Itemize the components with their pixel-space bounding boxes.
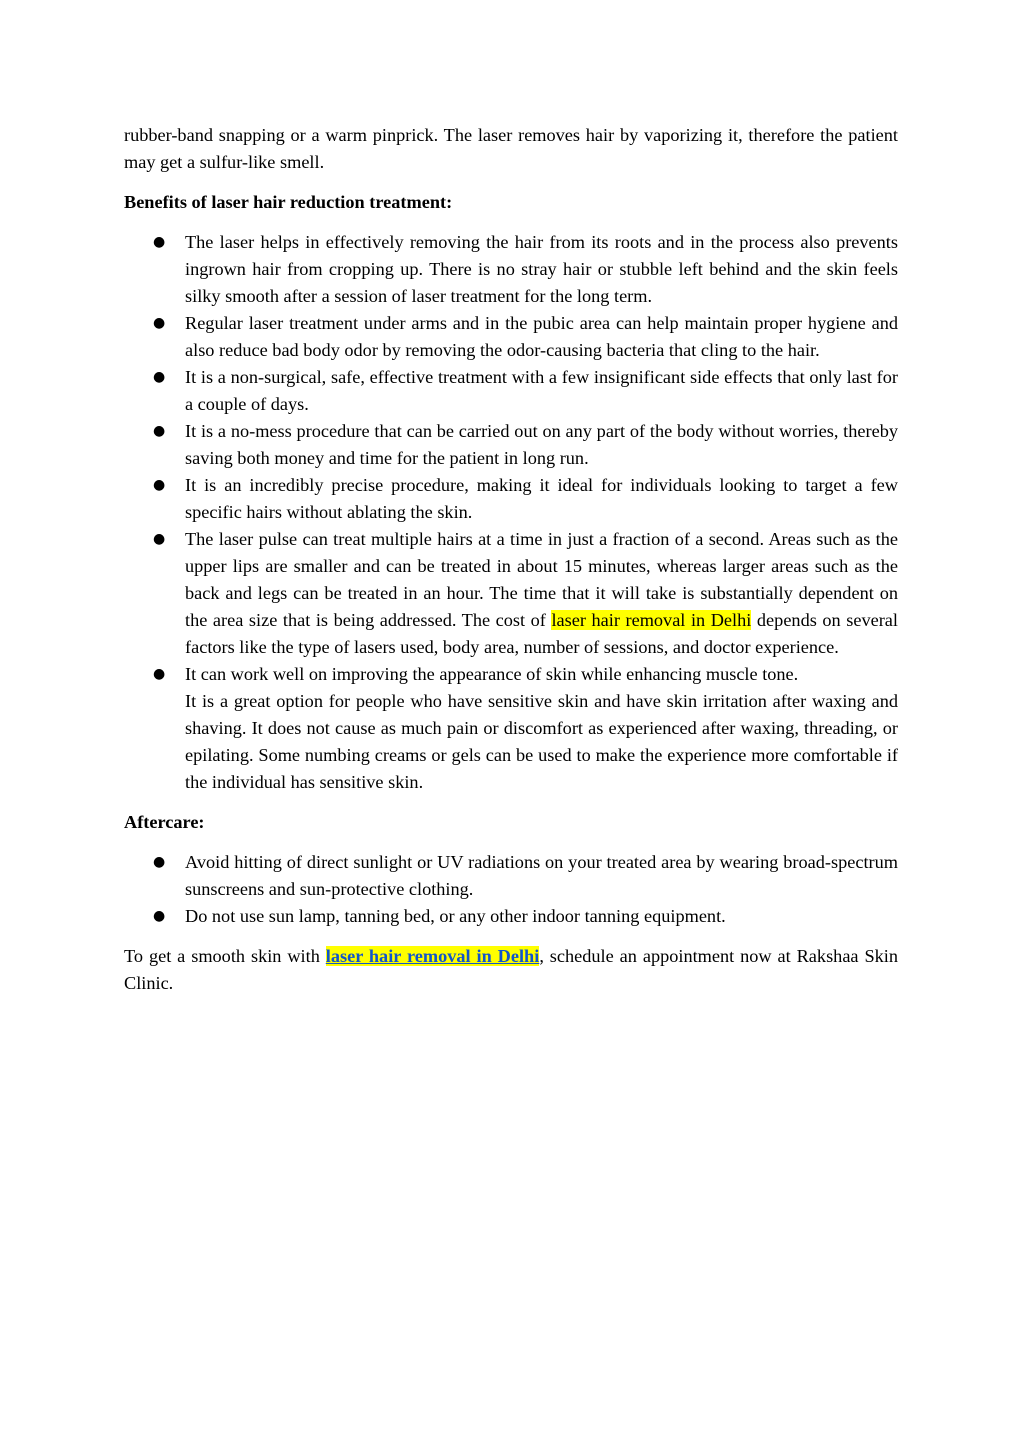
list-item-text-after: depends on several factors like the type of lasers used, body area, number of sessions, and doctor experience.: [185, 610, 898, 657]
intro-paragraph: rubber-band snapping or a warm pinprick. The laser removes hair by vaporizing it, therefore the patient may get a sulfur-like smell.: [124, 125, 898, 172]
list-item: [153, 229, 898, 310]
list-item: [153, 903, 898, 930]
benefits-heading: Benefits of laser hair reduction treatment:: [124, 192, 453, 212]
list-item-text: Regular laser treatment under arms and in the pubic area can help maintain proper hygiene and also reduce bad body odor by removing the odor-causing bacteria that cling to the hair.: [185, 313, 898, 360]
bullet-icon: ●: [153, 908, 166, 924]
list-item: [153, 849, 898, 903]
list-item-text: The laser helps in effectively removing the hair from its roots and in the process also prevents ingrown hair from cropping up. There is no stray hair or stubble left behind and the skin feels silky smooth after a session of laser treatment for the long term.: [185, 232, 898, 306]
bullet-icon: ●: [153, 315, 166, 331]
list-item-text: It is an incredibly precise procedure, making it ideal for individuals looking to target a few specific hairs without ablating the skin.: [185, 475, 898, 522]
list-item-text: Do not use sun lamp, tanning bed, or any other indoor tanning equipment.: [185, 906, 726, 926]
bullet-icon: ●: [153, 369, 166, 385]
list-item: [153, 661, 898, 796]
document-page: [124, 122, 898, 997]
list-item-text-before: The laser pulse can treat multiple hairs at a time in just a fraction of a second. Areas such as the upper lips are smaller and can be treated in about 15 minutes, whereas larger areas such as the back and legs can be treated in an hour. The time that it will take is substantially dependent on the area size that is being addressed. The cost of: [185, 529, 898, 630]
list-item: [153, 526, 898, 661]
bullet-icon: ●: [153, 531, 166, 547]
list-item: [153, 418, 898, 472]
aftercare-list: [124, 849, 898, 930]
closing-text-before: To get a smooth skin with: [124, 946, 326, 966]
list-item: [153, 310, 898, 364]
list-item-text: It is a no-mess procedure that can be carried out on any part of the body without worries, thereby saving both money and time for the patient in long run.: [185, 421, 898, 468]
list-item: [153, 364, 898, 418]
closing-paragraph: [124, 943, 898, 997]
closing-text-after: , schedule an appointment now at Rakshaa Skin Clinic.: [124, 946, 898, 993]
bullet-icon: ●: [153, 477, 166, 493]
bullet-icon: ●: [153, 423, 166, 439]
list-item-continuation: It is a great option for people who have sensitive skin and have skin irritation after waxing and shaving. It does not cause as much pain or discomfort as experienced after waxing, threading, or epilating. Some numbing creams or gels can be used to make the experience more comfortable if the individual has sensitive skin.: [185, 691, 898, 792]
list-item-text: It is a non-surgical, safe, effective treatment with a few insignificant side effects that only last for a couple of days.: [185, 367, 898, 414]
list-item-text: Avoid hitting of direct sunlight or UV radiations on your treated area by wearing broad-spectrum sunscreens and sun-protective clothing.: [185, 852, 898, 899]
bullet-icon: ●: [153, 666, 166, 682]
highlighted-keyword: laser hair removal in Delhi: [551, 610, 752, 630]
list-item-text: It can work well on improving the appearance of skin while enhancing muscle tone.: [185, 664, 799, 684]
list-item: [153, 472, 898, 526]
bullet-icon: ●: [153, 234, 166, 250]
benefits-list: [124, 229, 898, 796]
aftercare-heading: Aftercare:: [124, 812, 205, 832]
laser-hair-removal-link[interactable]: laser hair removal in Delhi: [325, 946, 540, 966]
bullet-icon: ●: [153, 854, 166, 870]
